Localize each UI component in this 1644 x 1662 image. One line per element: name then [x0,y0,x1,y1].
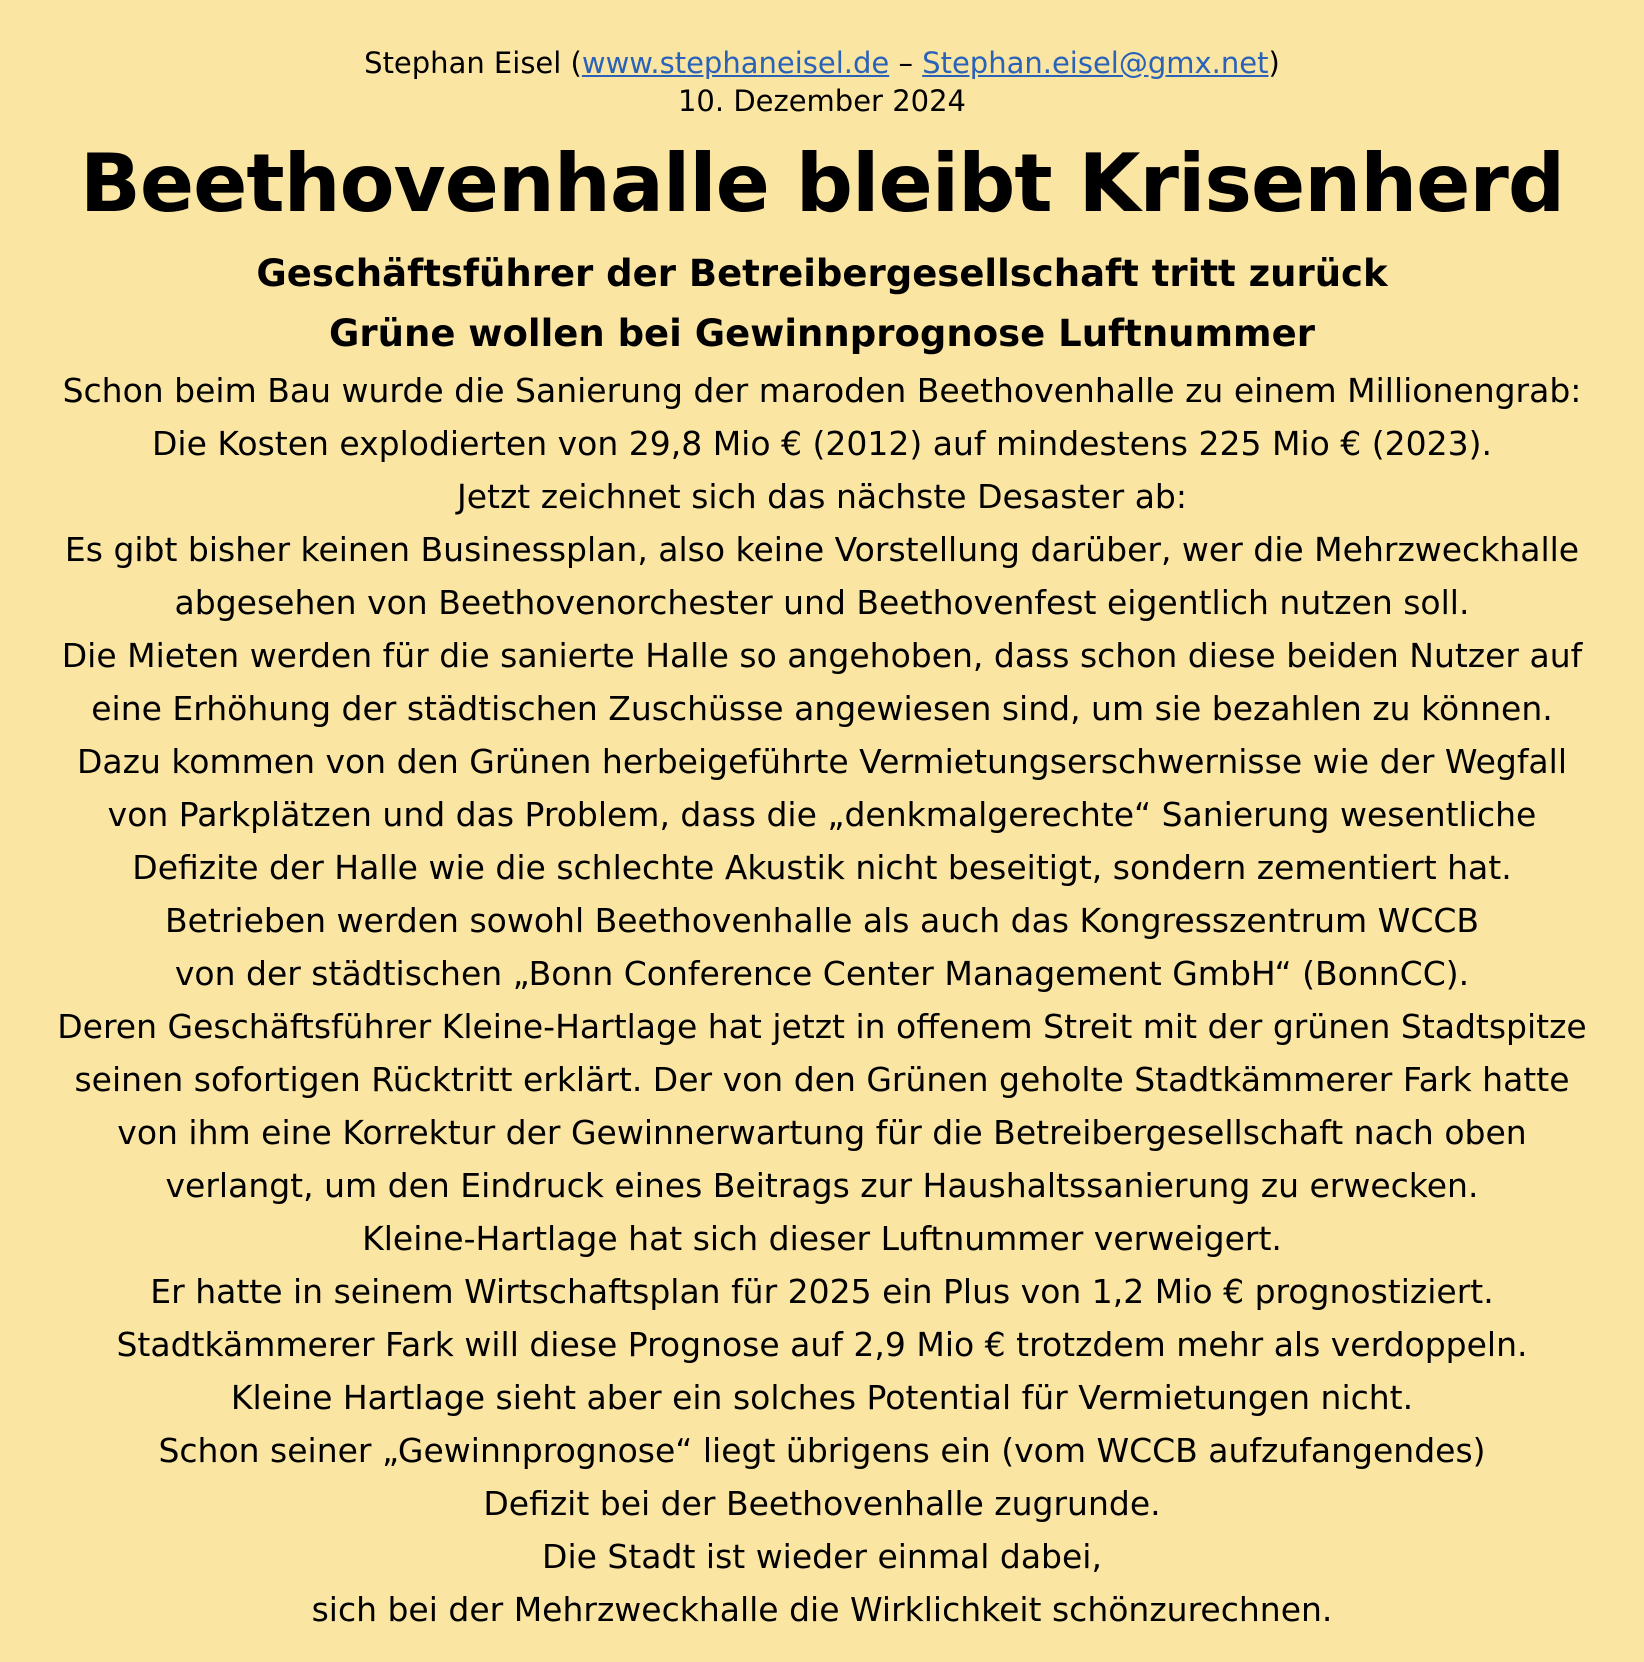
body-line: sich bei der Mehrzweckhalle die Wirklichkeit schönzurechnen. [311,1590,1333,1629]
byline-separator: – [898,46,913,80]
body-line: Defizit bei der Beethovenhalle zugrunde. [483,1484,1161,1523]
subtitle-1: Geschäftsführer der Betreibergesellschaft tritt zurück [256,252,1388,295]
body-line: eine Erhöhung der städtischen Zuschüsse angewiesen sind, um sie bezahlen zu können. [91,689,1553,728]
body-line: Kleine-Hartlage hat sich dieser Luftnummer verweigert. [362,1219,1282,1258]
body-line: Deren Geschäftsführer Kleine-Hartlage hat jetzt in offenem Streit mit der grünen Stadtspitze [57,1007,1587,1046]
article-body [0,364,1644,1636]
page-title: Beethovenhalle bleibt Krisenherd [79,137,1565,230]
email-link[interactable]: Stephan.eisel@gmx.net [922,46,1269,80]
body-line: Stadtkämmerer Fark will diese Prognose auf 2,9 Mio € trotzdem mehr als verdoppeln. [116,1325,1528,1364]
body-line: Defizite der Halle wie die schlechte Akustik nicht beseitigt, sondern zementiert hat. [132,848,1512,887]
body-line: Es gibt bisher keinen Businessplan, also keine Vorstellung darüber, wer die Mehrzweckhalle [64,530,1580,569]
body-line: von ihm eine Korrektur der Gewinnerwartung für die Betreibergesellschaft nach oben [117,1113,1527,1152]
body-line: Jetzt zeichnet sich das nächste Desaster ab: [456,477,1187,516]
subtitle-2: Grüne wollen bei Gewinnprognose Luftnummer [329,312,1315,355]
body-line: abgesehen von Beethovenorchester und Beethovenfest eigentlich nutzen soll. [174,583,1470,622]
website-link[interactable]: www.stephaneisel.de [581,46,890,80]
body-line: Die Mieten werden für die sanierte Halle so angehoben, dass schon diese beiden Nutzer auf [61,636,1583,675]
body-line: Dazu kommen von den Grünen herbeigeführte Vermietungserschwernisse wie der Wegfall [76,742,1567,781]
body-line: Schon beim Bau wurde die Sanierung der maroden Beethovenhalle zu einem Millionengrab: [62,371,1582,410]
body-line: Die Kosten explodierten von 29,8 Mio € (2012) auf mindestens 225 Mio € (2023). [152,424,1492,463]
body-line: Betrieben werden sowohl Beethovenhalle als auch das Kongresszentrum WCCB [164,901,1480,940]
body-line: Er hatte in seinem Wirtschaftsplan für 2025 ein Plus von 1,2 Mio € prognostiziert. [150,1272,1494,1311]
byline: Stephan Eisel (www.stephaneisel.de – Stephan.eisel@gmx.net) [364,46,1280,80]
body-line: verlangt, um den Eindruck eines Beitrags zur Haushaltssanierung zu erwecken. [165,1166,1479,1205]
body-line: Die Stadt ist wieder einmal dabei, [542,1537,1102,1576]
body-line: von der städtischen „Bonn Conference Center Management GmbH“ (BonnCC). [174,954,1470,993]
publication-date: 10. Dezember 2024 [677,84,967,118]
body-line: von Parkplätzen und das Problem, dass die „denkmalgerechte“ Sanierung wesentliche [107,795,1537,834]
body-line: Schon seiner „Gewinnprognose“ liegt übrigens ein (vom WCCB aufzufangendes) [158,1431,1486,1470]
body-line: seinen sofortigen Rücktritt erklärt. Der von den Grünen geholte Stadtkämmerer Fark hatte [74,1060,1570,1099]
body-line: Kleine Hartlage sieht aber ein solches Potential für Vermietungen nicht. [230,1378,1414,1417]
author-name: Stephan Eisel [364,46,562,80]
